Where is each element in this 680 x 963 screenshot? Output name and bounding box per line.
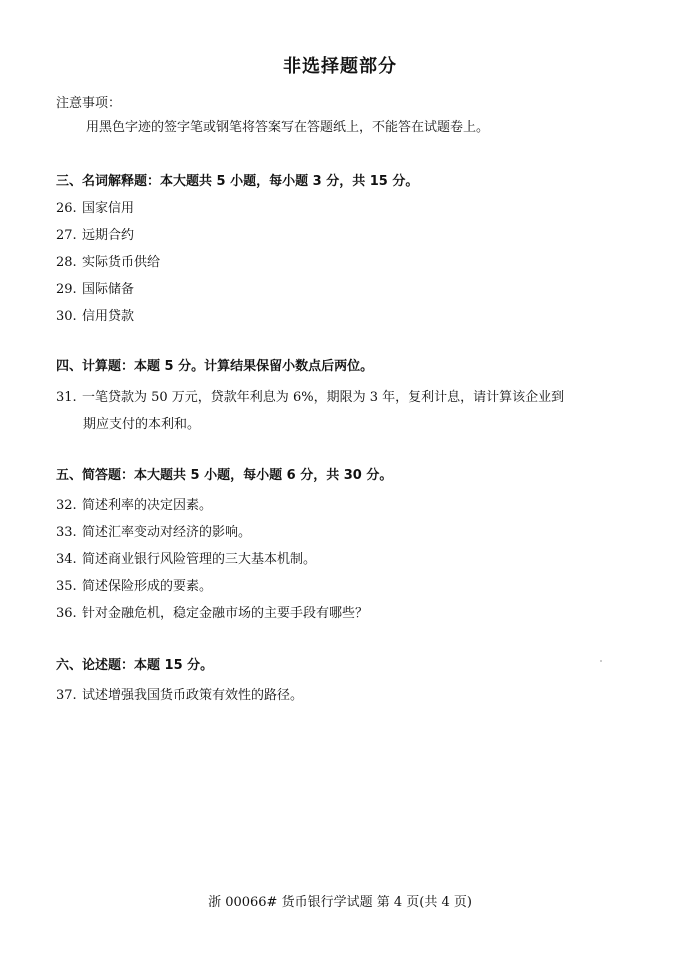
question-number: 32. [56,498,77,513]
question-number: 28. [56,255,77,270]
question-item [56,197,134,216]
question-text: 简述商业银行风险管理的三大基本机制。 [82,552,317,567]
question-number: 30. [56,309,77,324]
question-text: 简述保险形成的要素。 [82,579,213,594]
page-title: 非选择题部分 [283,56,397,77]
question-text: 一笔贷款为 50 万元，贷款年利息为 6%，期限为 3 年，复利计息，请计算该企业到 [82,390,565,405]
question-text: 实际货币供给 [82,255,161,270]
question-item [56,251,160,270]
section-heading-6: 六、论述题：本题 15 分。 [56,658,214,673]
section-heading-3: 三、名词解释题：本大题共 5 小题，每小题 3 分，共 15 分。 [56,174,419,189]
question-text: 针对金融危机，稳定金融市场的主要手段有哪些？ [82,606,369,621]
question-number: 33. [56,525,77,540]
notice-text: 用黑色字迹的签字笔或钢笔将答案写在答题纸上，不能答在试题卷上。 [86,120,490,135]
question-item [56,602,368,621]
question-item [56,684,303,703]
question-number: 31. [56,390,77,405]
question-item [56,494,212,513]
question-item [56,386,564,405]
scan-speck [600,660,602,662]
question-item [56,305,134,324]
question-number: 37. [56,688,77,703]
question-item [56,278,134,297]
question-number: 35. [56,579,77,594]
question-item [56,224,134,243]
question-text: 远期合约 [82,228,135,243]
question-text: 简述汇率变动对经济的影响。 [82,525,252,540]
question-text: 试述增强我国货币政策有效性的路径。 [82,688,304,703]
section-heading-5: 五、简答题：本大题共 5 小题，每小题 6 分，共 30 分。 [56,468,393,483]
question-text-continued: 期应支付的本利和。 [83,417,201,432]
question-text: 国家信用 [82,201,135,216]
question-text: 国际储备 [82,282,135,297]
section-heading-4: 四、计算题：本题 5 分。计算结果保留小数点后两位。 [56,359,374,374]
question-item [56,548,316,567]
question-text: 简述利率的决定因素。 [82,498,213,513]
page-footer: 浙 00066# 货币银行学试题 第 4 页(共 4 页) [208,895,472,910]
notice-label: 注意事项： [56,96,122,111]
question-number: 26. [56,201,77,216]
question-number: 27. [56,228,77,243]
question-item [56,521,251,540]
question-text: 信用贷款 [82,309,135,324]
question-number: 29. [56,282,77,297]
question-item [56,575,212,594]
question-number: 34. [56,552,77,567]
question-number: 36. [56,606,77,621]
